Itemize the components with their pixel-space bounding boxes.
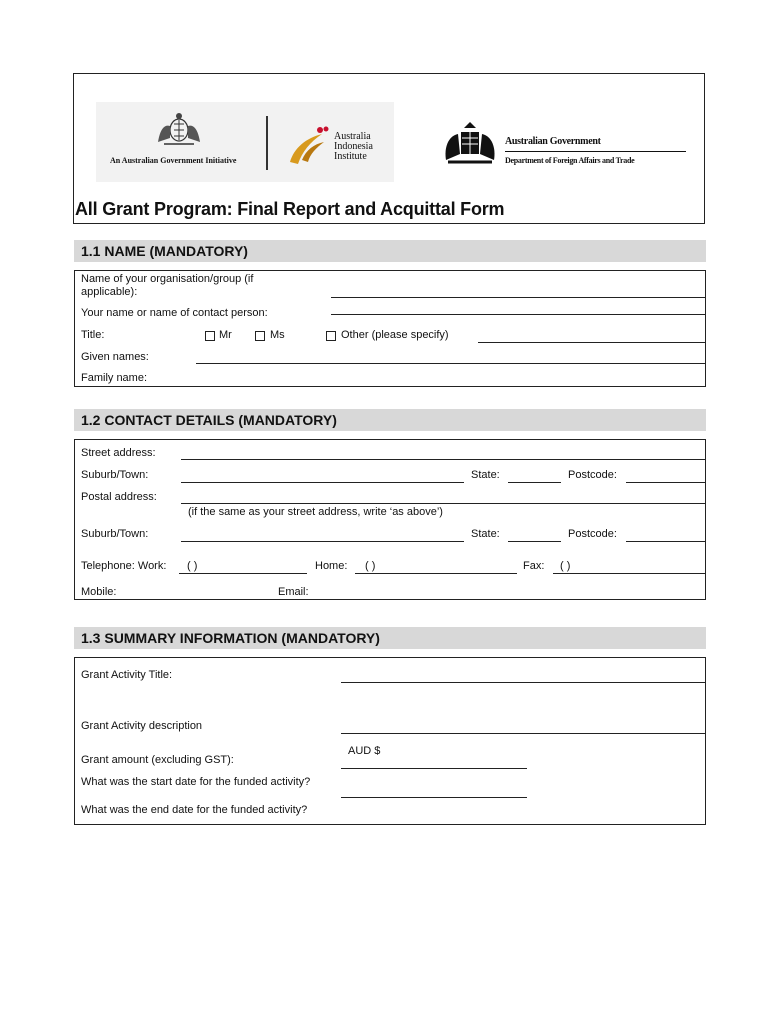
ms-label: Ms [270,329,285,341]
mobile-label: Mobile: [81,586,117,598]
contact-name-field[interactable] [331,314,705,315]
org-label: Name of your organisation/group (if [81,273,254,285]
amount-label: Grant amount (excluding GST): [81,754,234,766]
amount-field[interactable] [341,768,527,769]
postal-label: Postal address: [81,491,157,503]
suburb2-label: Suburb/Town: [81,528,149,540]
brand-line: Australia [334,131,371,142]
postcode-label: Postcode: [568,469,617,481]
given-names-field[interactable] [196,363,705,364]
title-label: Title: [81,329,105,341]
state2-label: State: [471,528,500,540]
street-field[interactable] [181,459,705,460]
fax-paren: ( ) [560,560,571,572]
coat-of-arms-icon [154,112,204,148]
fax-label: Fax: [523,560,545,572]
postcode2-label: Postcode: [568,528,617,540]
contact-label: Your name or name of contact person: [81,307,268,319]
street-label: Street address: [81,447,156,459]
suburb2-field[interactable] [181,541,464,542]
fax-field[interactable] [553,573,705,574]
postal-field[interactable] [181,503,705,504]
state2-field[interactable] [508,541,561,542]
brand-line: Indonesia [334,141,373,152]
other-checkbox[interactable] [326,331,336,341]
suburb-label: Suburb/Town: [81,469,149,481]
state-label: State: [471,469,500,481]
tel-work-paren: ( ) [187,560,198,572]
start-date-field[interactable] [341,797,527,798]
org-name-field[interactable] [331,297,705,298]
end-date-label: What was the end date for the funded activity? [81,804,308,816]
postcode-field[interactable] [626,482,705,483]
mr-label: Mr [219,329,232,341]
aii-swirl-icon [284,124,330,168]
other-label: Other (please specify) [341,329,449,341]
postcode2-field[interactable] [626,541,705,542]
currency-label: AUD $ [348,745,381,757]
home-field[interactable] [355,573,517,574]
activity-title-field[interactable] [341,682,705,683]
brand-line: Institute [334,151,367,162]
home-paren: ( ) [365,560,376,572]
gov-line1: Australian Government [505,136,601,147]
page-title: All Grant Program: Final Report and Acquittal Form [75,199,505,219]
activity-desc-label: Grant Activity description [81,720,203,732]
postal-note: (if the same as your street address, write ‘as above’) [188,506,443,518]
section-1-1-heading: 1.1 NAME (MANDATORY) [74,240,706,262]
aii-logo [96,102,394,182]
section-1-2-box [74,439,706,600]
family-name-label: Family name: [81,372,148,384]
section-1-3-box [74,657,706,825]
section-1-1-box [74,270,706,387]
section-1-2-heading: 1.2 CONTACT DETAILS (MANDATORY) [74,409,706,431]
gov-logo [440,120,700,170]
suburb-field[interactable] [181,482,464,483]
activity-desc-field[interactable] [341,733,705,734]
header-box [73,73,705,224]
aii-brand-text [334,132,373,162]
section-1-3-heading: 1.3 SUMMARY INFORMATION (MANDATORY) [74,627,706,649]
given-names-label: Given names: [81,351,149,363]
initiative-text: An Australian Government Initiative [110,156,237,165]
org-label-cont: applicable): [81,286,138,298]
mr-checkbox[interactable] [205,331,215,341]
state-field[interactable] [508,482,561,483]
start-date-label: What was the start date for the funded activity? [81,776,311,788]
email-label: Email: [278,586,309,598]
gov-line2: Department of Foreign Affairs and Trade [505,156,635,165]
activity-title-label: Grant Activity Title: [81,669,173,681]
crest-icon [440,120,500,168]
tel-work-label: Telephone: Work: [81,560,167,572]
gov-logo-rule [505,151,686,152]
tel-work-field[interactable] [179,573,307,574]
logo-divider [266,116,268,170]
home-label: Home: [315,560,348,572]
other-specify-field[interactable] [478,342,705,343]
ms-checkbox[interactable] [255,331,265,341]
